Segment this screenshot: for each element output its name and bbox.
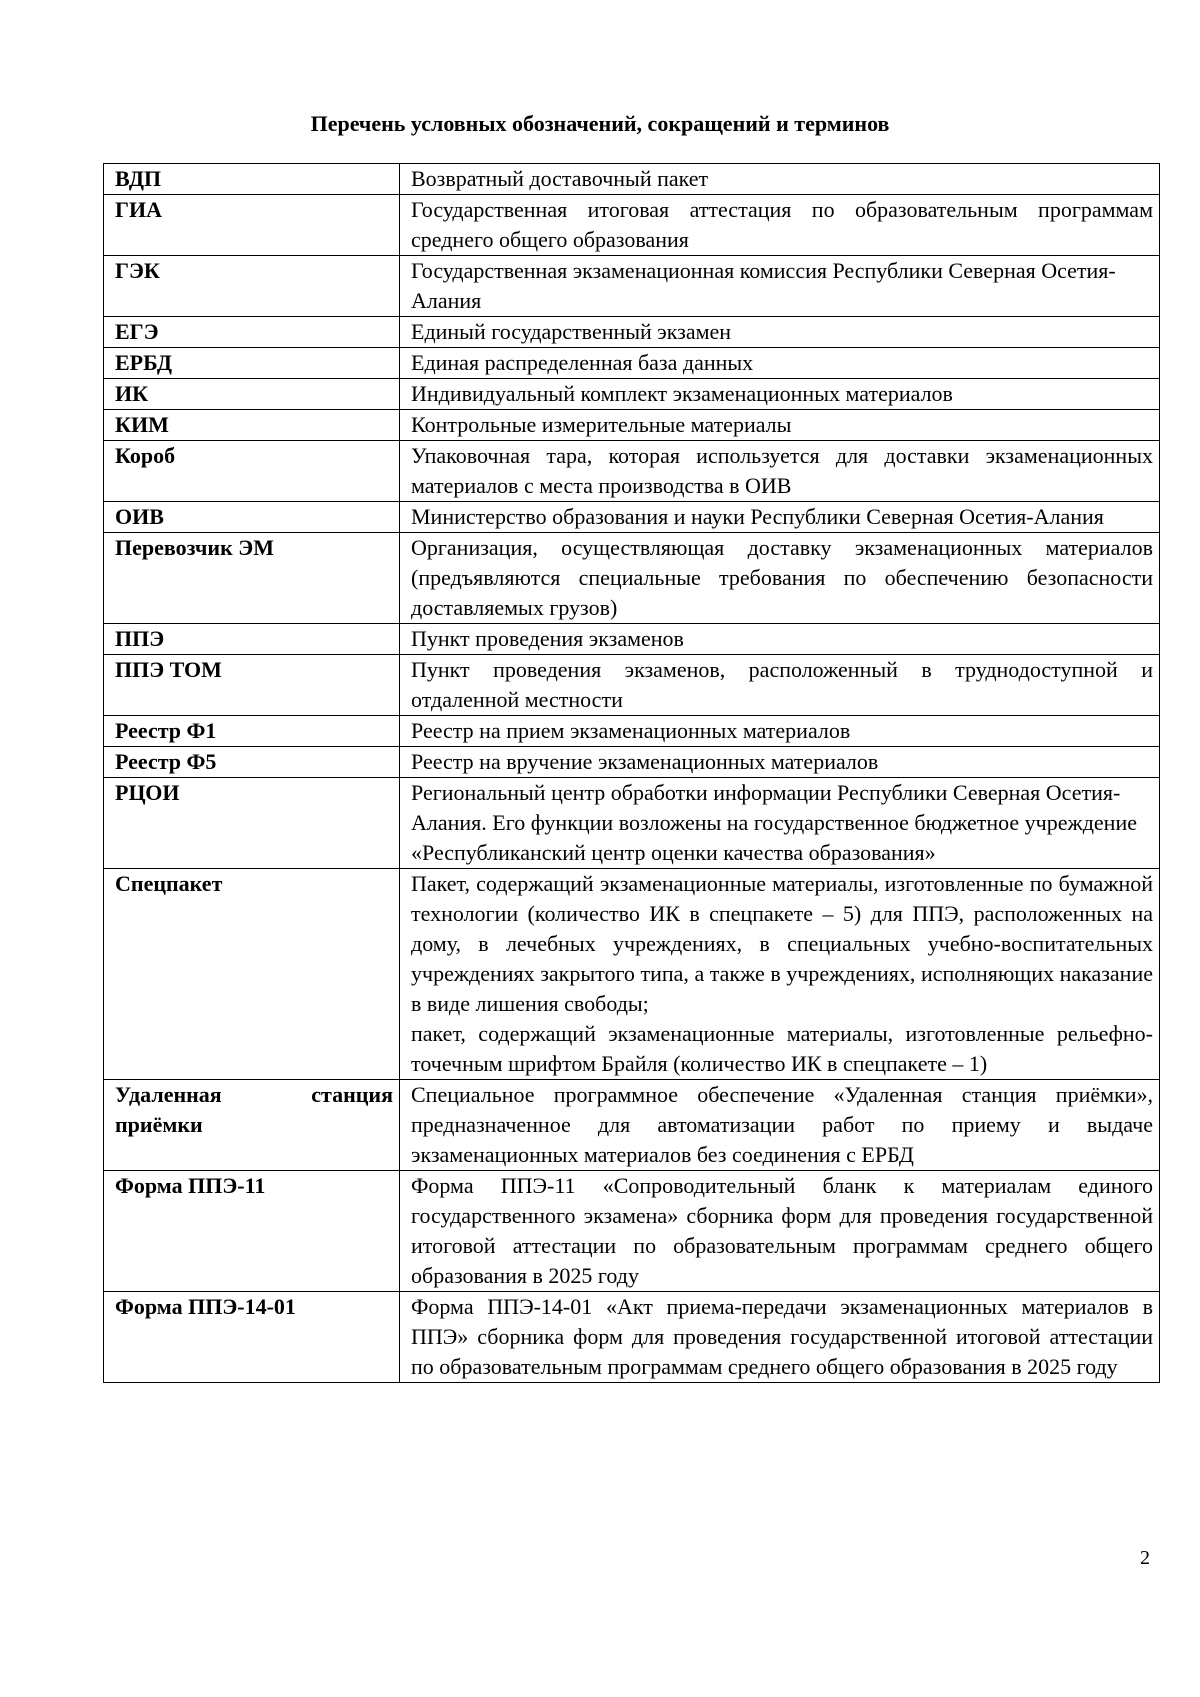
term-cell: ППЭ: [104, 624, 400, 655]
definition-cell: [400, 655, 1160, 716]
term-cell: ОИВ: [104, 502, 400, 533]
definition-cell: [400, 441, 1160, 502]
definition-text: пакет, содержащий экзаменационные материалы, изготовленные рельефно-точечным шрифтом Брайля (количество ИК в спецпакете – 1): [411, 1021, 1153, 1076]
table-row: [104, 441, 1160, 502]
table-row: [104, 195, 1160, 256]
definition-text: Специальное программное обеспечение «Удаленная станция приёмки», предназначенное для автоматизации работ по приему и выдаче экзаменационных материалов без соединения с ЕРБД: [411, 1082, 1153, 1167]
definition-cell: [400, 778, 1160, 869]
definition-text: Форма ППЭ-14-01 «Акт приема-передачи экзаменационных материалов в ППЭ» сборника форм для проведения государственной итоговой аттестации по образовательным программам среднего общего образования в 2025 году: [411, 1294, 1153, 1379]
definition-text: Упаковочная тара, которая используется для доставки экзаменационных материалов с места производства в ОИВ: [411, 443, 1153, 498]
table-row: [104, 1292, 1160, 1383]
table-row: [104, 716, 1160, 747]
table-row: [104, 1171, 1160, 1292]
table-row: [104, 164, 1160, 195]
definition-cell: [400, 716, 1160, 747]
term-cell: Реестр Ф5: [104, 747, 400, 778]
table-row: [104, 348, 1160, 379]
definition-cell: [400, 869, 1160, 1080]
page-title: Перечень условных обозначений, сокращений и терминов: [310, 111, 890, 136]
term-cell: ЕГЭ: [104, 317, 400, 348]
definition-text: Реестр на вручение экзаменационных материалов: [411, 749, 879, 774]
page-number: 2: [1140, 1547, 1150, 1569]
definition-cell: [400, 1080, 1160, 1171]
definition-text: Индивидуальный комплект экзаменационных материалов: [411, 381, 953, 406]
definition-text: Единый государственный экзамен: [411, 319, 732, 344]
definition-text: Единая распределенная база данных: [411, 350, 754, 375]
definition-cell: [400, 533, 1160, 624]
definition-cell: [400, 379, 1160, 410]
table-row: [104, 624, 1160, 655]
definition-cell: [400, 348, 1160, 379]
definition-cell: [400, 410, 1160, 441]
table-row: [104, 869, 1160, 1080]
definition-text: Государственная экзаменационная комиссия Республики Северная Осетия-Алания: [411, 258, 1116, 313]
definition-text: Форма ППЭ-11 «Сопроводительный бланк к материалам единого государственного экзамена» сборника форм для проведения государственной итоговой аттестации по образовательным программам среднего общего образования в 2025 году: [411, 1173, 1153, 1288]
table-row: [104, 655, 1160, 716]
table-row: [104, 778, 1160, 869]
definition-text: Реестр на прием экзаменационных материалов: [411, 718, 851, 743]
term-cell: Форма ППЭ-14-01: [104, 1292, 400, 1383]
term-cell: ВДП: [104, 164, 400, 195]
table-row: [104, 533, 1160, 624]
definition-text: Контрольные измерительные материалы: [411, 412, 792, 437]
term-cell: Перевозчик ЭМ: [104, 533, 400, 624]
term-cell: ГЭК: [104, 256, 400, 317]
definition-text: Возвратный доставочный пакет: [411, 166, 709, 191]
term-cell: Реестр Ф1: [104, 716, 400, 747]
term-cell: Короб: [104, 441, 400, 502]
term-cell: Спецпакет: [104, 869, 400, 1080]
term-cell: ИК: [104, 379, 400, 410]
definition-text: Региональный центр обработки информации Республики Северная Осетия-Алания. Его функции возложены на государственное бюджетное учреждение «Республиканский центр оценки качества образования»: [411, 780, 1137, 865]
table-row: [104, 502, 1160, 533]
term-cell: Удаленная станция приёмки: [104, 1080, 400, 1171]
definition-cell: [400, 747, 1160, 778]
definition-text: Государственная итоговая аттестация по образовательным программам среднего общего образования: [411, 197, 1153, 252]
definition-cell: [400, 317, 1160, 348]
term-cell: РЦОИ: [104, 778, 400, 869]
table-row: [104, 256, 1160, 317]
term-cell: Форма ППЭ-11: [104, 1171, 400, 1292]
definition-text: Организация, осуществляющая доставку экзаменационных материалов (предъявляются специальные требования по обеспечению безопасности доставляемых грузов): [411, 535, 1153, 620]
definition-cell: [400, 164, 1160, 195]
definition-cell: [400, 256, 1160, 317]
term-cell: ГИА: [104, 195, 400, 256]
table-row: [104, 747, 1160, 778]
definition-text: Пункт проведения экзаменов: [411, 626, 684, 651]
definition-text: Министерство образования и науки Республики Северная Осетия-Алания: [411, 504, 1104, 529]
table-row: [104, 317, 1160, 348]
term-cell: КИМ: [104, 410, 400, 441]
definition-cell: [400, 624, 1160, 655]
term-cell: ЕРБД: [104, 348, 400, 379]
term-cell: ППЭ ТОМ: [104, 655, 400, 716]
table-row: [104, 379, 1160, 410]
definition-text: Пункт проведения экзаменов, расположенный в труднодоступной и отдаленной местности: [411, 657, 1153, 712]
table-row: [104, 1080, 1160, 1171]
definition-cell: [400, 1171, 1160, 1292]
definition-cell: [400, 1292, 1160, 1383]
table-row: [104, 410, 1160, 441]
terms-table: [103, 163, 1160, 1383]
definition-cell: [400, 502, 1160, 533]
definition-cell: [400, 195, 1160, 256]
definition-text: Пакет, содержащий экзаменационные материалы, изготовленные по бумажной технологии (количество ИК в спецпакете – 5) для ППЭ, расположенных на дому, в лечебных учреждениях, в специальных учебно-воспитательных учреждениях закрытого типа, а также в учреждениях, исполняющих наказание в виде лишения свободы;: [411, 871, 1153, 1016]
